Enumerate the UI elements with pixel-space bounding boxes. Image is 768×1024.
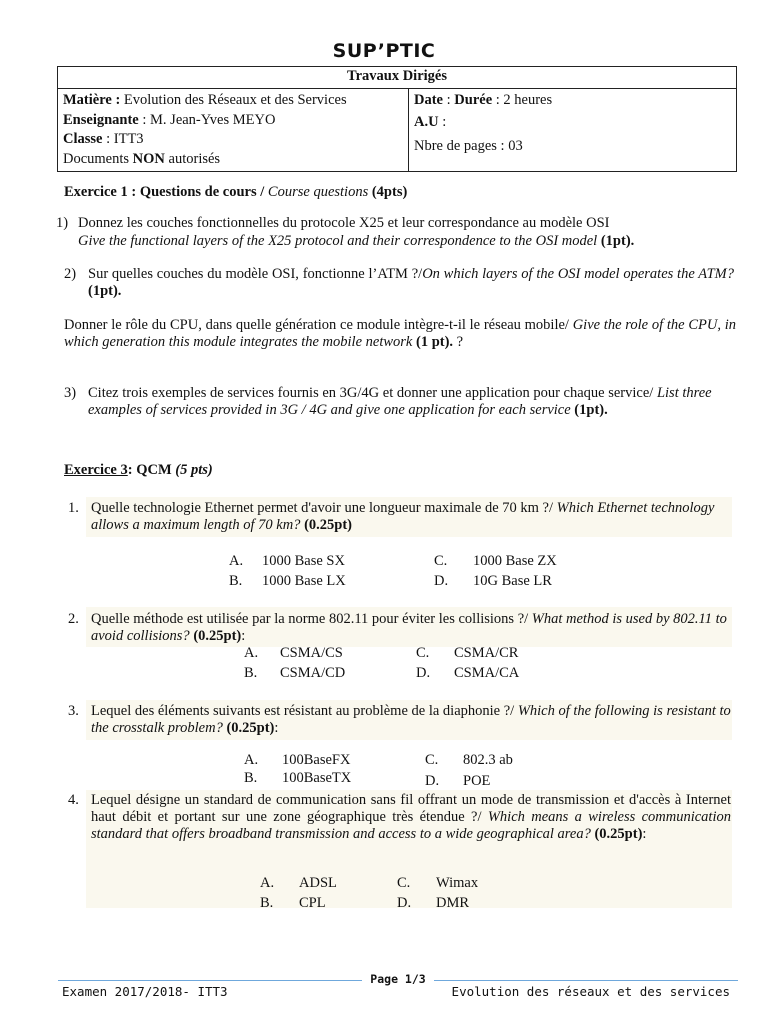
mcq4-option-d-letter: D. [397, 895, 412, 911]
q2-english: On which layers of the OSI model operates the ATM? [422, 266, 734, 282]
mcq3-option-a-letter: A. [244, 752, 259, 768]
mcq4-french: Lequel désigne un standard de communication sans fil offrant un mode de transmission et d'accès à Internet haut débit et portant sur une zone géographique très étendue ?/ [91, 792, 731, 825]
mcq3-points: (0.25pt) [222, 720, 275, 736]
exercise3-heading-points: (5 pts) [175, 462, 213, 478]
mcq2-points: (0.25pt) [189, 628, 242, 644]
enseignante-line [63, 111, 403, 131]
mcq1-option-a: 1000 Base SX [262, 553, 345, 569]
q2-text [88, 266, 734, 300]
mcq3-french: Lequel des éléments suivants est résistant au problème de la diaphonie ?/ [91, 703, 515, 719]
mcq2-text [91, 611, 731, 645]
doc-type-cell [58, 67, 737, 89]
footer-right: Evolution des réseaux et des services [451, 984, 730, 999]
q2-french: Sur quelles couches du modèle OSI, fonctionne l’ATM ?/ [88, 266, 423, 282]
date-label: Date [414, 92, 443, 108]
mcq4-number: 4. [68, 792, 79, 808]
matiere-value: Evolution des Réseaux et des Services [120, 92, 347, 108]
mcq3-option-c-letter: C. [425, 752, 439, 768]
q2b-points: (1 pt). [412, 334, 454, 350]
mcq4-end: : [642, 826, 647, 842]
mcq4-text [91, 792, 731, 843]
q3-english: List three examples of services provided in 3G / 4G and give one application for each service [88, 385, 712, 418]
q3-number: 3) [64, 385, 77, 401]
mcq2-french: Quelle méthode est utilisée par la norme 802.11 pour éviter les collisions ?/ [91, 611, 529, 627]
exercise1-heading-points: (4pts) [368, 184, 408, 200]
mcq2-option-d-letter: D. [416, 665, 431, 681]
date-line [414, 91, 731, 110]
mcq1-option-a-letter: A. [229, 553, 244, 569]
exercise1-heading-bold: Exercice 1 : Questions de cours / [64, 184, 268, 200]
mcq3-end: : [274, 720, 279, 736]
au-value: : [438, 114, 447, 130]
mcq4-option-b-letter: B. [260, 895, 274, 911]
mcq1-number: 1. [68, 500, 79, 516]
q1-french: Donnez les couches fonctionnelles du protocole X25 et leur correspondance au modèle OSI [78, 215, 610, 231]
mcq1-option-c-letter: C. [434, 553, 448, 569]
mcq3-option-c: 802.3 ab [463, 752, 513, 768]
q2b-text [64, 317, 736, 351]
pages-line: Nbre de pages : 03 [414, 138, 523, 154]
mcq2-option-a: CSMA/CS [280, 645, 343, 661]
classe-value: : ITT3 [102, 131, 144, 147]
mcq1-option-d-letter: D. [434, 573, 449, 589]
mcq2-option-c: CSMA/CR [454, 645, 519, 661]
exercise3-heading-underlined: Exercice 3 [64, 462, 128, 478]
enseignante-value: : M. Jean-Yves MEYO [138, 111, 276, 128]
documents-line [63, 150, 403, 170]
mcq4-option-c: Wimax [436, 875, 479, 891]
page-number: Page 1/3 [362, 972, 434, 990]
matiere-label: Matière : [63, 92, 121, 108]
mcq1-english: Which Ethernet technology allows a maximum length of 70 km? [91, 500, 715, 533]
mcq1-option-c: 1000 Base ZX [473, 553, 557, 569]
course-info-cell [58, 89, 409, 172]
mcq2-number: 2. [68, 611, 79, 627]
classe-label: Classe [63, 131, 103, 147]
doc-type: Travaux Dirigés [346, 68, 447, 84]
mcq1-text [91, 500, 731, 534]
mcq4-option-b: CPL [299, 895, 326, 911]
mcq1-option-b: 1000 Base LX [262, 573, 346, 589]
mcq2-option-d: CSMA/CA [454, 665, 520, 681]
q1-english-text: Give the functional layers of the X25 protocol and their correspondence to the OSI model [78, 233, 598, 249]
documents-pre: Documents [63, 150, 133, 167]
q2b-end: ? [453, 334, 464, 350]
mcq3-option-b-letter: B. [244, 770, 258, 786]
mcq1-points: (0.25pt) [300, 517, 352, 533]
q3-text [88, 385, 734, 419]
mcq4-option-d: DMR [436, 895, 470, 911]
mcq2-option-b: CSMA/CD [280, 665, 346, 681]
q2b-english: Give the role of the CPU, in which generation this module integrates the mobile network [64, 317, 736, 350]
q1-points: (1pt). [597, 233, 635, 249]
mcq1-option-d: 10G Base LR [473, 573, 552, 589]
exercise1-heading-italic: Course questions [267, 184, 369, 200]
mcq2-option-c-letter: C. [416, 645, 430, 661]
q1-number: 1) [56, 215, 69, 231]
exam-info-cell [409, 89, 737, 172]
classe-line [63, 130, 403, 150]
mcq1-french: Quelle technologie Ethernet permet d'avoir une longueur maximale de 70 km ?/ [91, 500, 554, 516]
mcq4-option-a-letter: A. [260, 875, 275, 891]
exam-header-table [57, 66, 737, 172]
institution-title: SUP’PTIC [332, 40, 436, 62]
mcq3-text [91, 703, 731, 737]
mcq3-option-b: 100BaseTX [282, 770, 352, 786]
mcq3-number: 3. [68, 703, 79, 719]
q1-english [78, 233, 738, 250]
duree-label: Durée [454, 92, 493, 108]
mcq3-option-d-letter: D. [425, 773, 440, 789]
q2b-french: Donner le rôle du CPU, dans quelle génération ce module intègre-t-il le réseau mobile/ [64, 317, 569, 333]
enseignante-label: Enseignante [63, 111, 139, 128]
mcq4-option-a: ADSL [299, 875, 337, 891]
q2-points: (1pt). [88, 283, 122, 299]
q3-french: Citez trois exemples de services fournis en 3G/4G et donner une application pour chaque service/ [88, 385, 654, 401]
duree-value: : 2 heures [492, 92, 553, 108]
q3-points: (1pt). [570, 402, 608, 418]
exercise3-heading [64, 462, 213, 479]
mcq2-option-a-letter: A. [244, 645, 259, 661]
documents-bold: NON [132, 150, 165, 167]
mcq4-option-c-letter: C. [397, 875, 411, 891]
mcq2-english: What method is used by 802.11 to avoid collisions? [91, 611, 727, 644]
matiere-line [63, 91, 403, 111]
mcq1-option-b-letter: B. [229, 573, 243, 589]
mcq4-english: Which means a wireless communication standard that offers broadband transmission and access to a wide geographical area? [91, 809, 731, 842]
q2-number: 2) [64, 266, 77, 282]
exercise3-heading-qcm: : QCM [127, 462, 176, 478]
footer-left: Examen 2017/2018- ITT3 [62, 984, 228, 999]
mcq2-end: : [241, 628, 246, 644]
mcq2-option-b-letter: B. [244, 665, 258, 681]
exercise1-heading [64, 184, 407, 201]
mcq3-option-a: 100BaseFX [282, 752, 351, 768]
mcq4-points: (0.25pt) [590, 826, 643, 842]
documents-post: autorisés [164, 150, 221, 167]
au-line [414, 113, 731, 132]
au-label: A.U [414, 114, 439, 130]
date-sep: : [443, 92, 455, 108]
mcq3-option-d: POE [463, 773, 491, 789]
mcq3-english: Which of the following is resistant to the crosstalk problem? [91, 703, 731, 736]
